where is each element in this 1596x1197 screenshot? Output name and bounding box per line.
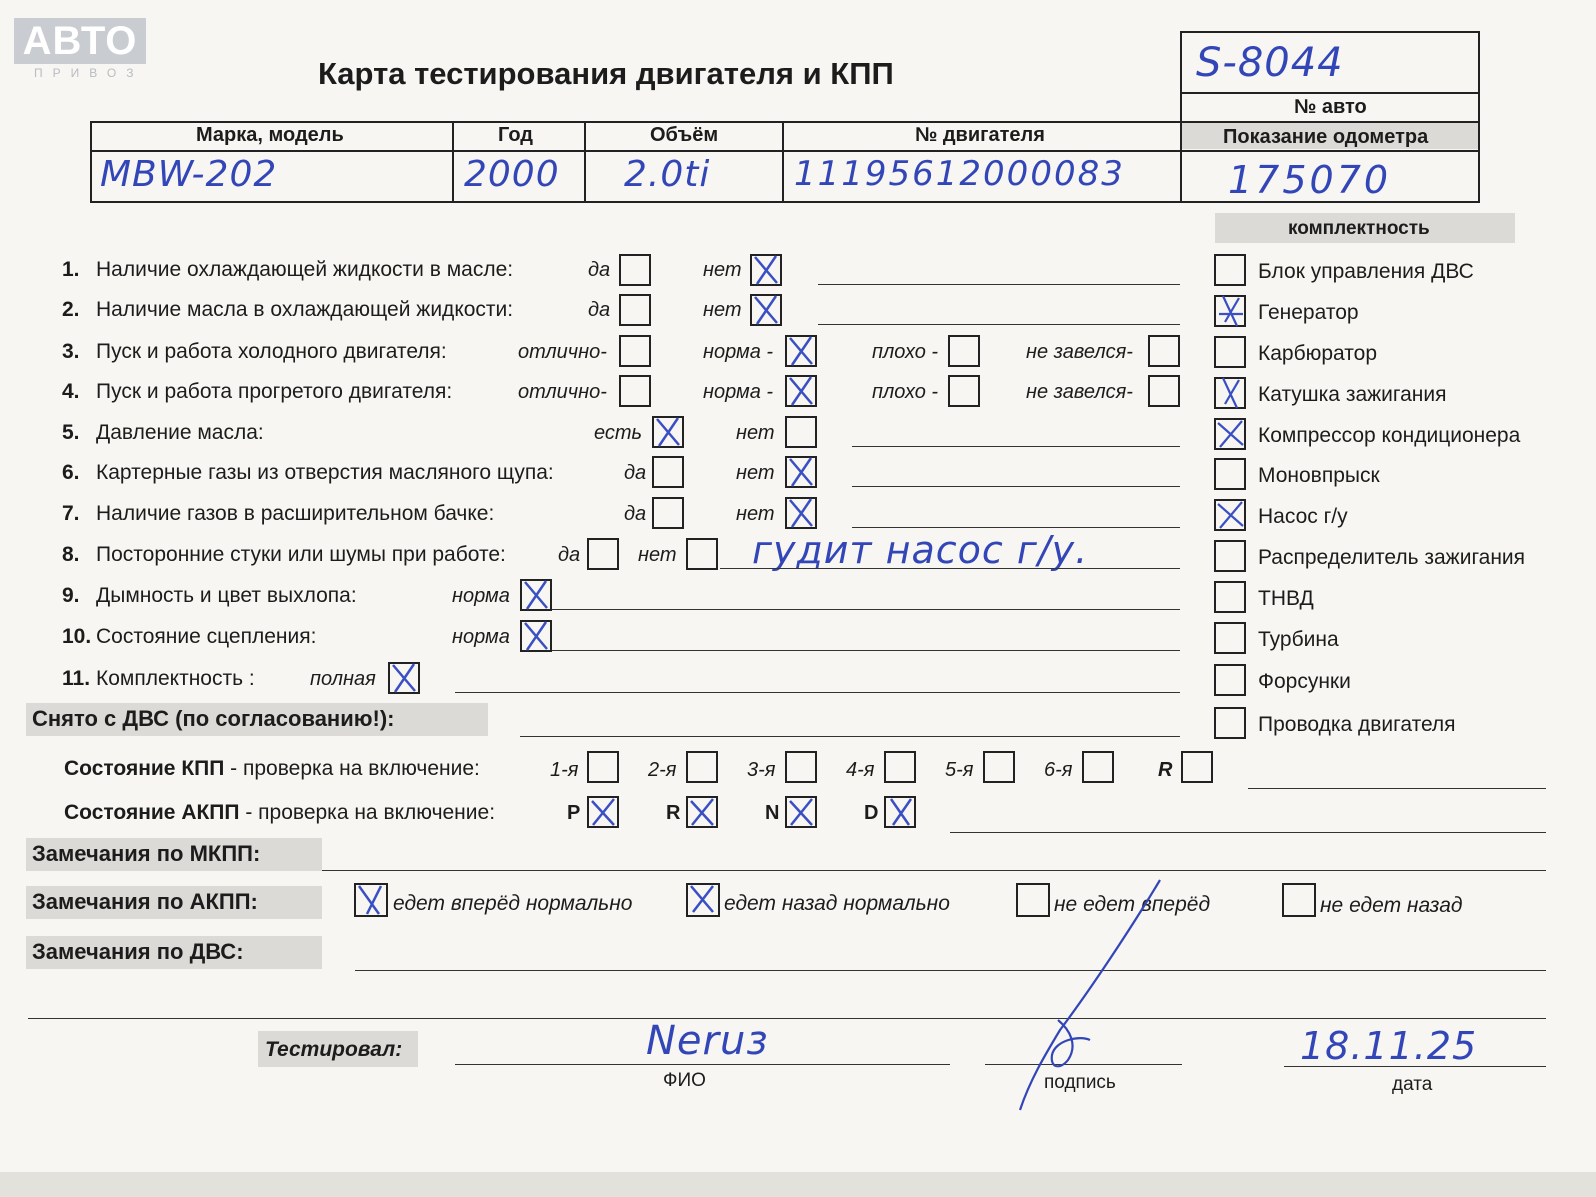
option-label: да	[588, 259, 611, 281]
answer-line	[852, 486, 1180, 487]
item-label: Наличие газов в расширительном бачке:	[96, 502, 495, 525]
option-label: норма -	[703, 341, 774, 363]
option-label: нет	[736, 503, 775, 525]
completeness-item: Турбина	[1258, 628, 1339, 651]
answer-line	[818, 324, 1180, 325]
checkbox-checked[interactable]	[520, 579, 552, 611]
remarks-dvs-line-2	[28, 1018, 1546, 1019]
option-label: есть	[594, 422, 643, 444]
option-label: нет	[638, 544, 677, 566]
car-number-value: S-8044	[1196, 40, 1344, 86]
option-label: да	[624, 462, 647, 484]
checkbox[interactable]	[948, 375, 980, 407]
option-label: отлично-	[518, 341, 607, 363]
checkbox[interactable]	[619, 375, 651, 407]
col-sep	[584, 121, 586, 203]
fio-line	[455, 1064, 950, 1065]
completeness-item: Карбюратор	[1258, 342, 1378, 365]
akpp-mode-checkbox-checked[interactable]	[884, 796, 916, 828]
gear-checkbox[interactable]	[785, 751, 817, 783]
akpp-title: Состояние АКПП	[64, 801, 240, 824]
gear-label: 6-я	[1044, 759, 1073, 781]
option-label: не завелся-	[1026, 341, 1133, 363]
gear-checkbox[interactable]	[983, 751, 1015, 783]
akpp-remark-checkbox[interactable]	[1282, 883, 1316, 917]
option-label: плохо -	[872, 381, 939, 403]
checkbox[interactable]	[619, 294, 651, 326]
completeness-item: Распределитель зажигания	[1258, 546, 1526, 569]
item-label: Давление масла:	[96, 421, 264, 444]
item-label: Наличие охлаждающей жидкости в масле:	[96, 258, 514, 281]
gear-label: R	[1158, 759, 1173, 781]
checkbox[interactable]	[652, 456, 684, 488]
answer-line	[552, 650, 1180, 651]
col-sep	[452, 121, 454, 203]
completeness-item: Катушка зажигания	[1258, 383, 1447, 406]
item-number: 7.	[62, 502, 80, 525]
akpp-mode-checkbox-checked[interactable]	[587, 796, 619, 828]
header-divider	[90, 150, 1480, 152]
signature-label: подпись	[1044, 1072, 1116, 1093]
item-label: Пуск и работа прогретого двигателя:	[96, 380, 453, 403]
car-number-label: № авто	[1294, 96, 1367, 118]
item-number: 5.	[62, 421, 80, 444]
logo-brand: АВТО	[14, 18, 146, 64]
gear-label: 5-я	[945, 759, 974, 781]
item-number: 4.	[62, 380, 80, 403]
sheet-edge	[0, 1172, 1596, 1197]
completeness-checkbox[interactable]	[1214, 581, 1246, 613]
option-label: норма	[452, 626, 510, 648]
tested-label: Тестировал:	[265, 1038, 403, 1061]
answer-line	[552, 609, 1180, 610]
answer-line	[818, 284, 1180, 285]
year-label: Год	[498, 124, 533, 146]
completeness-item: Компрессор кондиционера	[1258, 424, 1521, 447]
remarks-mkpp-label: Замечания по МКПП:	[32, 841, 261, 866]
signature-mark	[960, 870, 1200, 1130]
date-label: дата	[1392, 1074, 1433, 1095]
akpp-suffix: - проверка на включение:	[239, 801, 496, 824]
option-label: да	[624, 503, 647, 525]
answer-line	[720, 568, 1180, 569]
item-number: 2.	[62, 298, 80, 321]
mkpp-state	[64, 757, 480, 781]
year-value: 2000	[464, 154, 560, 195]
akpp-line	[950, 832, 1546, 833]
item-number: 9.	[62, 584, 80, 607]
option-label: норма -	[703, 381, 774, 403]
remarks-dvs-line	[355, 970, 1546, 971]
akpp-remark-option: едет назад нормально	[724, 892, 950, 915]
akpp-mode-checkbox-checked[interactable]	[785, 796, 817, 828]
item-label: Картерные газы из отверстия масляного щупа:	[96, 461, 554, 484]
gear-checkbox[interactable]	[686, 751, 718, 783]
col-sep	[782, 121, 784, 203]
akpp-mode-checkbox-checked[interactable]	[686, 796, 718, 828]
volume-label: Объём	[650, 124, 719, 146]
checkbox[interactable]	[785, 416, 817, 448]
mkpp-suffix: - проверка на включение:	[224, 757, 480, 780]
noise-note: гудит насос г/у.	[752, 528, 1089, 572]
completeness-item: Форсунки	[1258, 670, 1351, 693]
item-label: Пуск и работа холодного двигателя:	[96, 340, 447, 363]
checkbox-checked[interactable]	[785, 456, 817, 488]
engine-value: 11195612000083	[794, 154, 1125, 194]
brand-label: Марка, модель	[196, 124, 344, 146]
checkbox[interactable]	[948, 335, 980, 367]
akpp-mode-label: P	[567, 802, 581, 824]
akpp-remark-checkbox-checked[interactable]	[354, 883, 388, 917]
option-label: плохо -	[872, 341, 939, 363]
item-number: 8.	[62, 543, 80, 566]
checkbox[interactable]	[619, 254, 651, 286]
completeness-checkbox[interactable]	[1214, 707, 1246, 739]
item-number: 3.	[62, 340, 80, 363]
item-number: 1.	[62, 258, 80, 281]
option-label: нет	[703, 299, 742, 321]
gear-label: 2-я	[648, 759, 677, 781]
completeness-checkbox[interactable]	[1214, 458, 1246, 490]
checkbox-checked[interactable]	[520, 620, 552, 652]
completeness-item: Блок управления ДВС	[1258, 260, 1474, 283]
checkbox-checked[interactable]	[388, 662, 420, 694]
checkbox[interactable]	[587, 538, 619, 570]
brand-value: MBW-202	[100, 154, 278, 195]
checkbox-checked[interactable]	[785, 335, 817, 367]
gear-checkbox[interactable]	[587, 751, 619, 783]
item-label: Комплектность :	[96, 667, 255, 690]
option-label: да	[588, 299, 611, 321]
logo-subtitle: ПРИВОЗ	[34, 66, 144, 80]
completeness-checkbox-checked[interactable]	[1214, 418, 1246, 450]
checkbox-checked[interactable]	[652, 416, 684, 448]
completeness-checkbox[interactable]	[1214, 254, 1246, 286]
completeness-checkbox-checked[interactable]	[1214, 499, 1246, 531]
remarks-mkpp-line	[322, 870, 1546, 871]
odometer-label: Показание одометра	[1223, 126, 1429, 148]
volume-value: 2.0ti	[624, 154, 711, 195]
answer-line	[852, 446, 1180, 447]
item-label: Посторонние стуки или шумы при работе:	[96, 543, 506, 566]
option-label: да	[558, 544, 581, 566]
completeness-checkbox[interactable]	[1214, 336, 1246, 368]
option-label: нет	[736, 462, 775, 484]
remarks-dvs-label: Замечания по ДВС:	[32, 939, 244, 964]
completeness-title: комплектность	[1288, 218, 1430, 239]
akpp-remark-option: едет вперёд нормально	[393, 892, 633, 915]
completeness-item: ТНВД	[1258, 587, 1314, 610]
fio-label: ФИО	[663, 1070, 706, 1091]
checkbox[interactable]	[652, 497, 684, 529]
completeness-checkbox[interactable]	[1214, 664, 1246, 696]
page-title: Карта тестирования двигателя и КПП	[318, 56, 894, 91]
fio-value: Neruз	[646, 1018, 769, 1064]
akpp-remark-option: не едет вперёд	[1054, 893, 1211, 916]
item-label: Наличие масла в охлаждающей жидкости:	[96, 298, 514, 321]
item-label: Дымность и цвет выхлопа:	[96, 584, 357, 607]
gear-checkbox[interactable]	[884, 751, 916, 783]
item-label: Состояние сцепления:	[96, 625, 317, 648]
completeness-item: Насос г/у	[1258, 505, 1348, 528]
checkbox[interactable]	[1148, 335, 1180, 367]
checkbox-checked[interactable]	[785, 375, 817, 407]
option-label: нет	[703, 259, 742, 281]
checkbox-checked[interactable]	[785, 497, 817, 529]
akpp-mode-label: D	[864, 802, 879, 824]
option-label: полная	[310, 668, 376, 690]
akpp-remark-checkbox-checked[interactable]	[686, 883, 720, 917]
option-label: не завелся-	[1026, 381, 1133, 403]
item-number: 10.	[62, 625, 92, 648]
akpp-mode-label: R	[666, 802, 681, 824]
akpp-state	[64, 801, 495, 825]
engine-label: № двигателя	[915, 124, 1045, 146]
gear-checkbox[interactable]	[1082, 751, 1114, 783]
checkbox[interactable]	[1148, 375, 1180, 407]
checkbox[interactable]	[686, 538, 718, 570]
completeness-checkbox[interactable]	[1214, 622, 1246, 654]
option-label: норма	[452, 585, 510, 607]
completeness-checkbox-checked[interactable]	[1214, 377, 1246, 409]
checkbox[interactable]	[619, 335, 651, 367]
akpp-remark-option: не едет назад	[1320, 894, 1463, 917]
removed-line	[520, 736, 1180, 737]
date-value: 18.11.25	[1300, 1024, 1478, 1068]
answer-line	[455, 692, 1180, 693]
logo	[14, 18, 146, 80]
completeness-item: Моновпрыск	[1258, 464, 1380, 487]
gear-label: 3-я	[747, 759, 776, 781]
mkpp-line	[1248, 788, 1546, 789]
option-label: отлично-	[518, 381, 607, 403]
odometer-value: 175070	[1228, 158, 1392, 202]
completeness-item: Генератор	[1258, 301, 1359, 324]
item-number: 11.	[62, 667, 91, 690]
completeness-item: Проводка двигателя	[1258, 713, 1456, 736]
completeness-checkbox-checked[interactable]	[1214, 295, 1246, 327]
checkbox-checked[interactable]	[750, 254, 782, 286]
item-number: 6.	[62, 461, 80, 484]
remarks-akpp-label: Замечания по АКПП:	[32, 889, 258, 914]
removed-label: Снято с ДВС (по согласованию!):	[32, 706, 395, 731]
completeness-checkbox[interactable]	[1214, 540, 1246, 572]
option-label: нет	[736, 422, 775, 444]
gear-label: 1-я	[550, 759, 579, 781]
mkpp-title: Состояние КПП	[64, 757, 225, 780]
akpp-mode-label: N	[765, 802, 780, 824]
date-line	[1284, 1066, 1546, 1067]
gear-label: 4-я	[846, 759, 875, 781]
checkbox-checked[interactable]	[750, 294, 782, 326]
gear-checkbox[interactable]	[1181, 751, 1213, 783]
